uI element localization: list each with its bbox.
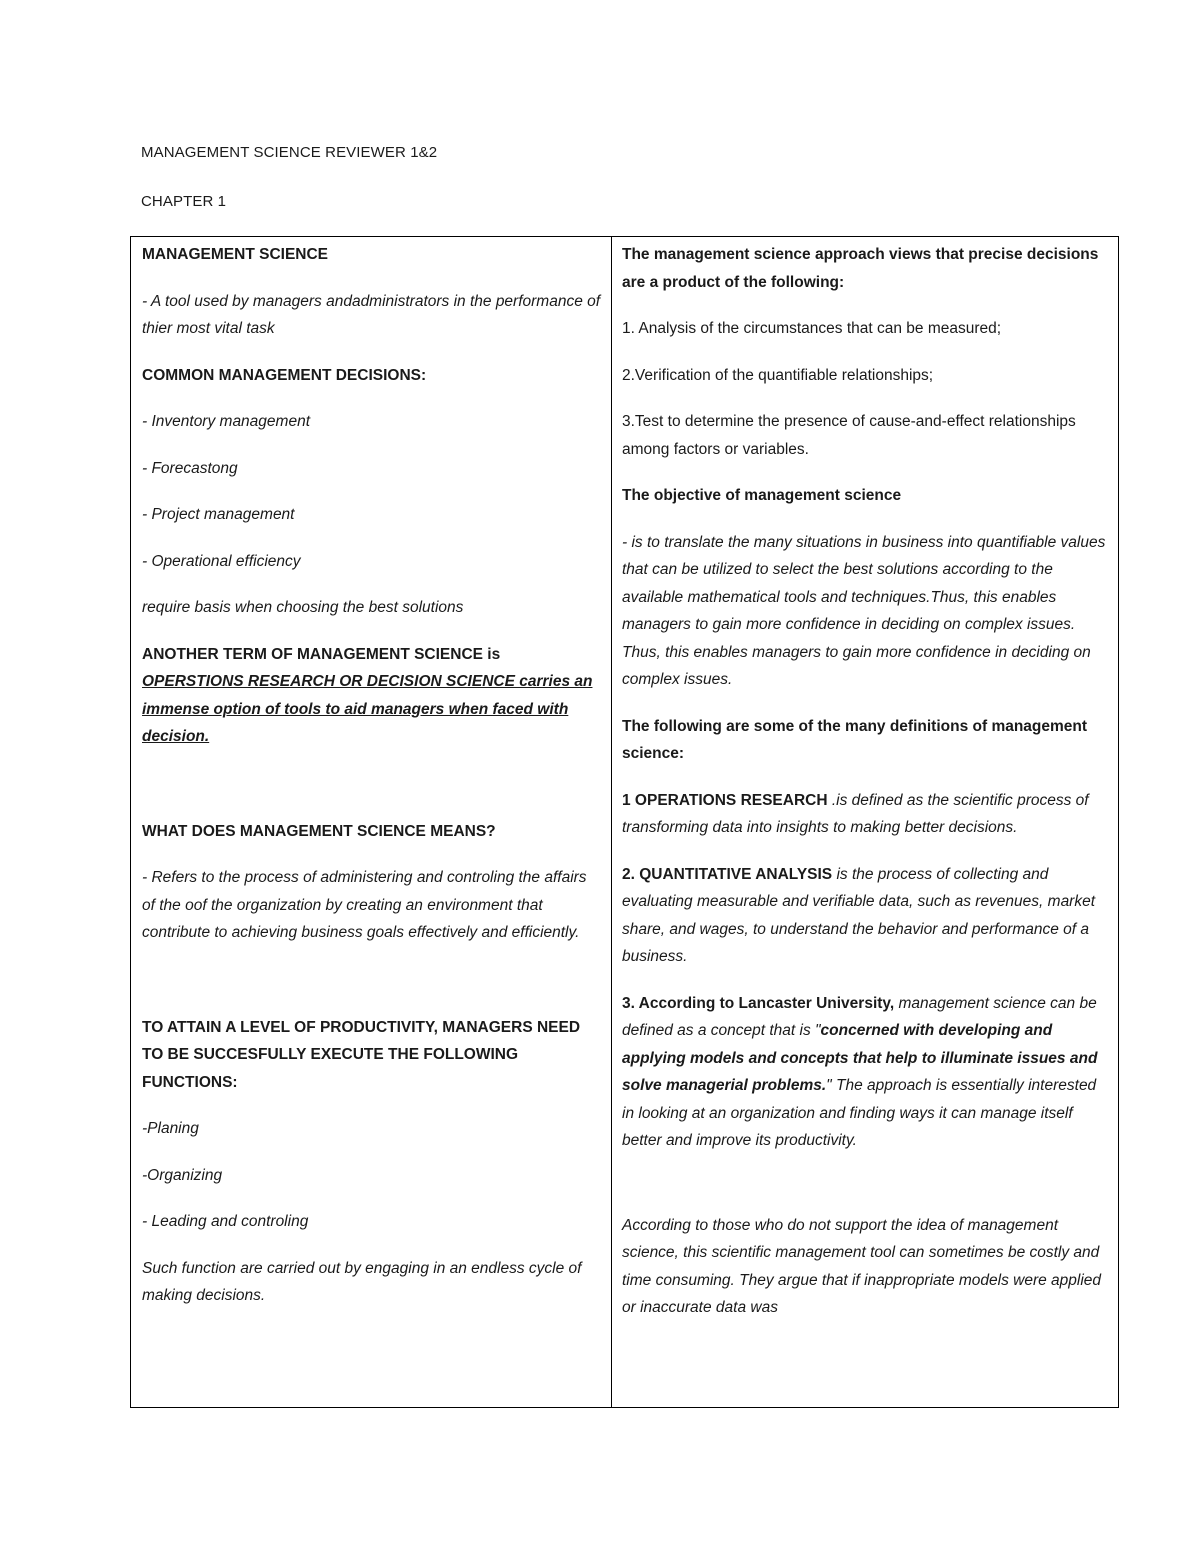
- another-term-paragraph: [142, 641, 601, 751]
- definition-3-quote: concerned with developing and applying models and concepts that help to illuminate issues and solve managerial problems.: [622, 1022, 1098, 1094]
- means-body: - Refers to the process of administering and controling the affairs of the oof the organization by creating an environment that contribute to achieving business goals effectively and efficiently.: [142, 869, 587, 941]
- cycle-note: Such function are carried out by engaging in an endless cycle of making decisions.: [142, 1259, 582, 1304]
- approach-heading: The management science approach views that precise decisions are a product of the following:: [622, 246, 1099, 291]
- definition-1-label: 1 OPERATIONS RESEARCH: [622, 791, 828, 809]
- left-column: [131, 237, 612, 1407]
- definition-1: [622, 787, 1108, 842]
- common-decisions-heading: COMMON MANAGEMENT DECISIONS:: [142, 366, 427, 384]
- objective-body: - is to translate the many situations in business into quantifiable values that can be utilized to select the best solutions according to the available mathematical tools and techniques.Thus, this enables managers to gain more confidence in deciding on complex issues. Thus, this enables managers to gain more confidence in deciding on complex issues.: [622, 533, 1106, 688]
- objective-heading: The objective of management science: [622, 487, 902, 504]
- approach-item: 3.Test to determine the presence of cause-and-effect relationships among factors or variables.: [622, 413, 1076, 458]
- another-term-prefix: ANOTHER TERM OF MANAGEMENT SCIENCE is: [142, 645, 501, 663]
- require-note: require basis when choosing the best solutions: [142, 599, 464, 616]
- chapter-label: CHAPTER 1: [141, 193, 227, 210]
- definitions-heading: The following are some of the many definitions of management science:: [622, 717, 1088, 762]
- right-column: [612, 237, 1118, 1407]
- approach-item: 1. Analysis of the circumstances that can be measured;: [622, 320, 1002, 337]
- definition-3: [622, 990, 1108, 1155]
- decision-item: - Forecastong: [142, 459, 238, 477]
- definition-3-post: " The approach is essentially interested in looking at an organization and finding ways it can manage itself better and improve its productivity.: [622, 1077, 1097, 1149]
- function-item: -Organizing: [142, 1166, 223, 1184]
- definition-2-body: is the process of collecting and evaluating measurable and verifiable data, such as revenues, market share, and wages, to understand the behavior and performance of a business.: [622, 865, 1096, 965]
- document-title: MANAGEMENT SCIENCE REVIEWER 1&2: [141, 144, 438, 161]
- function-item: - Leading and controling: [142, 1213, 309, 1230]
- attain-heading: TO ATTAIN A LEVEL OF PRODUCTIVITY, MANAGERS NEED TO BE SUCCESFULLY EXECUTE THE FOLLOWING FUNCTIONS:: [142, 1018, 581, 1091]
- notes-table: [130, 236, 1119, 1408]
- definition-1-body: .is defined as the scientific process of transforming data into insights to making better decisions.: [622, 791, 1089, 836]
- decision-item: - Operational efficiency: [142, 552, 301, 570]
- decision-item: - Project management: [142, 506, 295, 523]
- management-science-heading: MANAGEMENT SCIENCE: [142, 246, 329, 263]
- means-heading: WHAT DOES MANAGEMENT SCIENCE MEANS?: [142, 822, 496, 840]
- function-item: -Planing: [142, 1120, 199, 1137]
- approach-item: 2.Verification of the quantifiable relationships;: [622, 366, 934, 384]
- definition-3-label: 3. According to Lancaster University,: [622, 994, 895, 1012]
- another-term-body: OPERSTIONS RESEARCH OR DECISION SCIENCE carries an immense option of tools to aid managers when faced with decision.: [142, 673, 593, 745]
- definition-2: [622, 861, 1108, 971]
- decision-item: - Inventory management: [142, 413, 311, 430]
- management-science-definition: - A tool used by managers andadministrators in the performance of thier most vital task: [142, 292, 601, 337]
- definition-2-label: 2. QUANTITATIVE ANALYSIS: [622, 865, 833, 883]
- definition-3-pre: management science can be defined as a concept that is ": [622, 994, 1097, 1039]
- critique-paragraph: According to those who do not support the idea of management science, this scientific management tool can sometimes be costly and time consuming. They argue that if inappropriate models were applied or inaccurate data was: [622, 1216, 1102, 1316]
